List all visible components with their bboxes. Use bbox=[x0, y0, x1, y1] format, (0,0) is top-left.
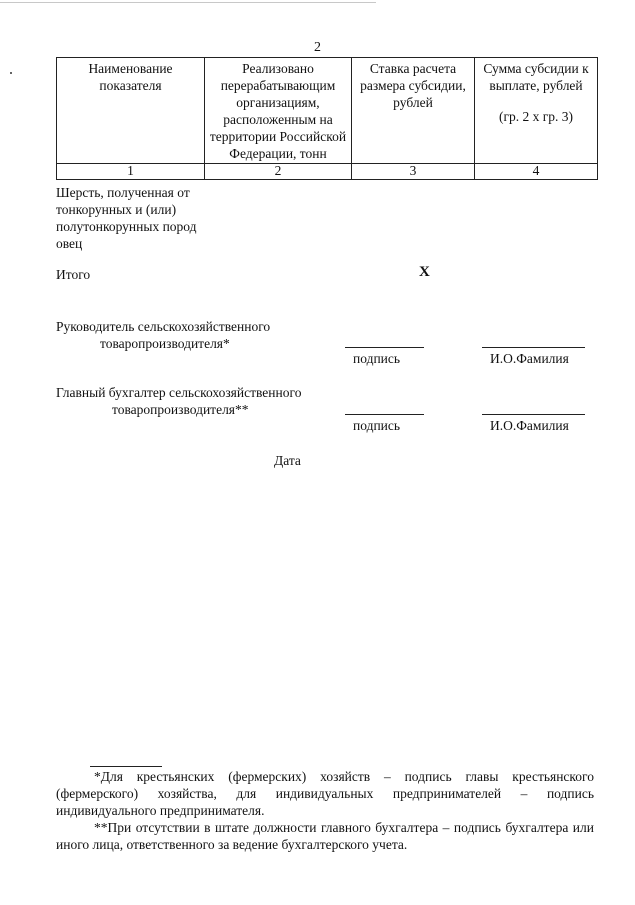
column-number: 4 bbox=[475, 164, 598, 180]
scan-edge-line bbox=[0, 2, 376, 3]
signature-label: подпись bbox=[353, 351, 401, 366]
signature-line bbox=[345, 414, 424, 415]
column-number: 3 bbox=[352, 164, 475, 180]
footnotes bbox=[56, 768, 594, 853]
name-line bbox=[482, 414, 585, 415]
header-subsidy-sum-label: Сумма субсидии к выплате, рублей bbox=[483, 61, 589, 93]
scan-speck bbox=[10, 72, 12, 74]
column-number: 1 bbox=[57, 164, 205, 180]
row-wool-indicator: Шерсть, полученная от тонкорунных и (или) полутонкорунных пород овец bbox=[56, 185, 197, 251]
signer-accountant-title-line2: товаропроизводителя** bbox=[112, 402, 249, 417]
row-total-label: Итого bbox=[56, 267, 91, 282]
signer-accountant-title-line1: Главный бухгалтер сельскохозяйственного bbox=[56, 385, 302, 400]
footnote-separator bbox=[90, 766, 162, 767]
signer-head-title-line2: товаропроизводителя* bbox=[100, 336, 230, 351]
row-total-rate-x: X bbox=[419, 264, 430, 280]
signature-label: подпись bbox=[353, 418, 401, 433]
signature-line bbox=[345, 347, 424, 348]
header-subsidy-sum-formula: (гр. 2 х гр. 3) bbox=[498, 109, 574, 124]
footnote-accountant: **При отсутствии в штате должности главного бухгалтера – подпись бухгалтера или иного лица, ответственного за ведение бухгалтерского учета. bbox=[56, 820, 594, 852]
page-number: 2 bbox=[314, 40, 321, 55]
column-number: 2 bbox=[205, 164, 352, 180]
subsidy-table bbox=[56, 57, 598, 180]
name-label: И.О.Фамилия bbox=[490, 351, 569, 366]
header-indicator-name: Наименование показателя bbox=[57, 58, 205, 164]
name-line bbox=[482, 347, 585, 348]
header-sold-tons: Реализовано перерабатывающим организациям, расположенным на территории Российской Федерации, тонн bbox=[205, 58, 352, 164]
header-subsidy-sum bbox=[475, 58, 598, 164]
signer-head-title-line1: Руководитель сельскохозяйственного bbox=[56, 319, 271, 334]
date-label: Дата bbox=[274, 453, 301, 468]
footnote-head: *Для крестьянских (фермерских) хозяйств – подпись главы крестьянского (фермерского) хозяйства, для индивидуальных предпринимателей – подпись индивидуального предпринимателя. bbox=[56, 769, 594, 818]
name-label: И.О.Фамилия bbox=[490, 418, 569, 433]
header-subsidy-rate: Ставка расчета размера субсидии, рублей bbox=[352, 58, 475, 164]
